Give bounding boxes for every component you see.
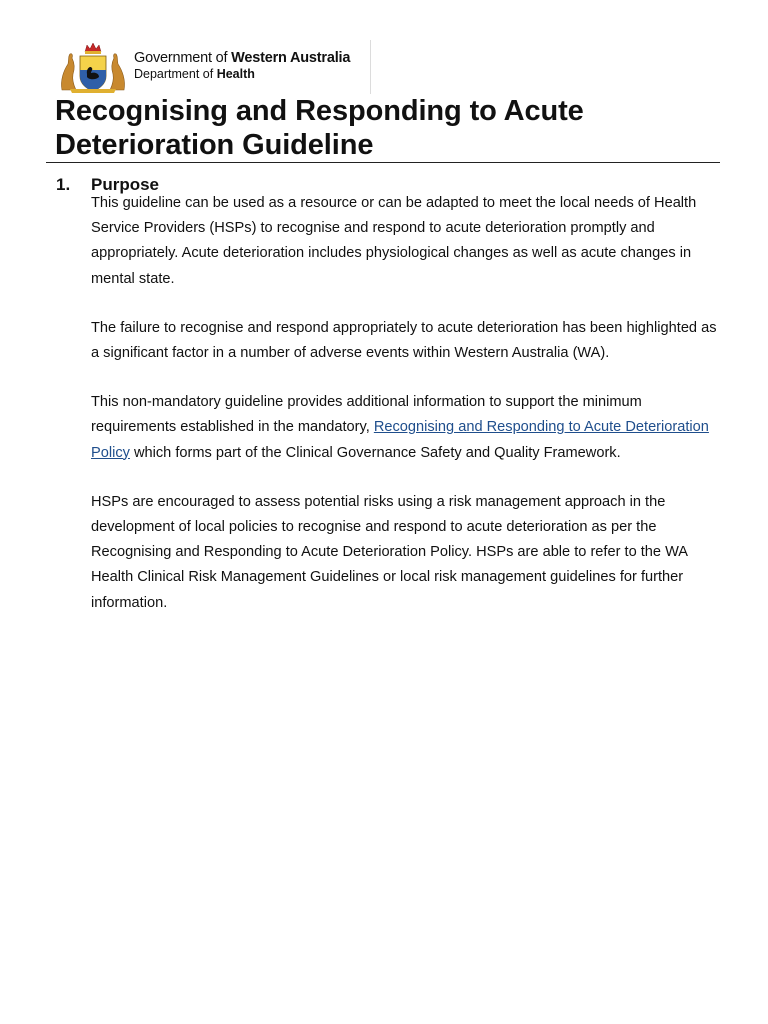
department-name: Department of Health [134, 67, 255, 81]
section-body [91, 191, 719, 640]
paragraph-failure: The failure to recognise and respond appropriately to acute deterioration has been highlighted as a significant factor in a number of adverse events within Western Australia (WA). [91, 319, 717, 362]
section-heading: Purpose [91, 175, 160, 194]
title-divider [46, 162, 720, 163]
paragraph-policy: This non-mandatory guideline provides additional information to support the minimum requirements established in the mandatory, Recognising and Responding to Acute Deterioration Policy which forms part of the Clinical Governance Safety and Quality Framework. [91, 394, 709, 461]
coat-of-arms-icon [56, 40, 130, 94]
policy-link[interactable]: Recognising and Responding to Acute Deterioration Policy [91, 419, 709, 461]
government-logo [56, 40, 371, 94]
government-name: Government of Western Australia [134, 50, 351, 66]
paragraph-risk: HSPs are encouraged to assess potential risks using a risk management approach in the development of local policies to recognise and respond to acute deterioration as per the Recognising and Responding to Acute Deterioration Policy. HSPs are able to refer to the WA Health Clinical Risk Management Guidelines or local risk management guidelines for further information. [91, 493, 688, 611]
paragraph-purpose: This guideline can be used as a resource or can be adapted to meet the local needs of Health Service Providers (HSPs) to recognise and respond to acute deterioration promptly and appropriately. Acute deterioration includes physiological changes as well as acute changes in mental state. [91, 195, 697, 287]
section-number: 1. [56, 175, 71, 194]
page-title: Recognising and Responding to Acute Deterioration Guideline [55, 95, 584, 161]
